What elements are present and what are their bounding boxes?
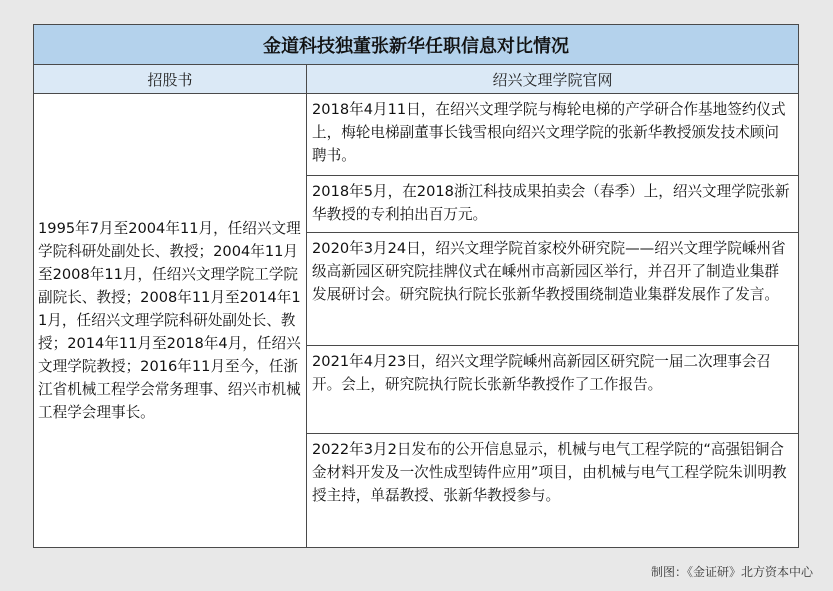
comparison-table <box>33 24 799 548</box>
website-entry-4: 2021年4月23日，绍兴文理学院嵊州高新园区研究院一届二次理事会召开。会上，研究院执行院长张新华教授作了工作报告。 <box>307 346 798 434</box>
table-title: 金道科技独董张新华任职信息对比情况 <box>34 25 798 65</box>
column-header-prospectus: 招股书 <box>34 65 307 93</box>
prospectus-text: 1995年7月至2004年11月，任绍兴文理学院科研处副处长、教授；2004年11月至2008年11月，任绍兴文理学院工学院副院长、教授；2008年11月至2014年11月，任绍兴文理学院科研处副处长、教授；2014年11月至2018年4月，任绍兴文理学院教授；2016年11月至今，任浙江省机械工程学会常务理事、绍兴市机械工程学会理事长。 <box>38 220 301 421</box>
website-column <box>307 94 798 547</box>
website-entry-1: 2018年4月11日，在绍兴文理学院与梅轮电梯的产学研合作基地签约仪式上，梅轮电梯副董事长钱雪根向绍兴文理学院的张新华教授颁发技术顾问聘书。 <box>307 94 798 176</box>
credit-line: 制图：《金证研》北方资本中心 <box>650 565 813 579</box>
website-entry-3: 2020年3月24日，绍兴文理学院首家校外研究院——绍兴文理学院嵊州省级高新园区研究院挂牌仪式在嵊州市高新园区举行，并召开了制造业集群发展研讨会。研究院执行院长张新华教授围绕制造业集群发展作了发言。 <box>307 233 798 346</box>
prospectus-cell <box>34 94 307 547</box>
website-entry-5: 2022年3月2日发布的公开信息显示，机械与电气工程学院的“高强铝铜合金材料开发及一次性成型铸件应用”项目，由机械与电气工程学院朱训明教授主持，单磊教授、张新华教授参与。 <box>312 441 787 504</box>
column-header-website: 绍兴文理学院官网 <box>492 70 613 89</box>
website-entry-2: 2018年5月，在2018浙江科技成果拍卖会（春季）上，绍兴文理学院张新华教授的专利拍出百万元。 <box>307 176 798 233</box>
column-header-row <box>34 65 798 94</box>
